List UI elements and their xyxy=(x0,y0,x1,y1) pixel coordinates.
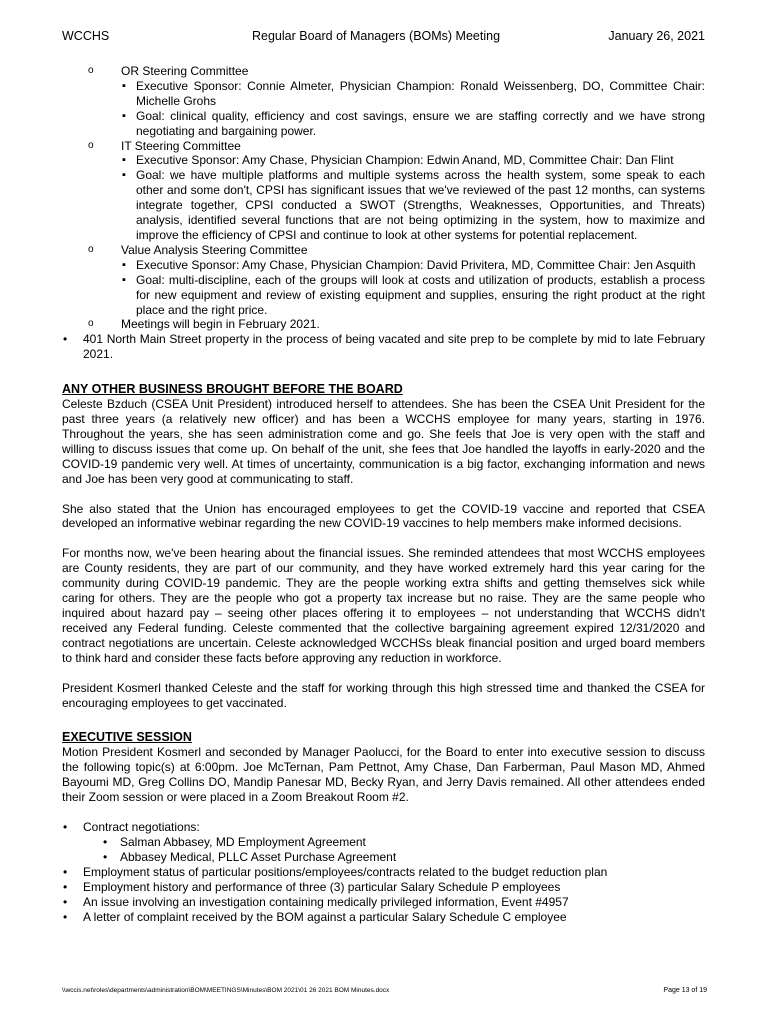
committee-name: Value Analysis Steering Committee xyxy=(121,242,308,257)
footer-file-path: \\wccis.net\roles\departments\administration\BOM\MEETINGS\Minutes\BOM 2021\01 26 2021 BOM Minutes.docx xyxy=(62,987,390,994)
committee-detail: ▪ Executive Sponsor: Amy Chase, Physician Champion: David Privitera, MD, Committee Chair: Jen Asquith xyxy=(136,258,705,273)
committee-detail: ▪ Goal: multi-discipline, each of the groups will look at costs and utilization of products, establish a process for new equipment and review of existing equipment and supplies, ensuring the right product at the right place and the right price. xyxy=(136,273,705,318)
aob-paragraph: For months now, we've been hearing about the financial issues. She reminded attendees that most WCCHS employees are County residents, they are part of our community, and they have worked extremely hard this year caring for the community during COVID-19 pandemic. They are the people working extra shifts and getting themselves sick while caring for others. They are the people who got a property tax increase but no raise. They are the same people who inquired about hazard pay – seeing other places offering it to employees – not understanding that WCCHS didn't received any Federal funding. Celeste commented that the collective bargaining agreement expired 12/31/2020 and contract negotiations are uncertain. Celeste acknowledged WCCHSs bleak financial position and urged board members to think hard and consider these facts before approving any reduction in workforce. xyxy=(62,546,705,665)
page-footer xyxy=(62,985,707,997)
committee-list xyxy=(62,64,705,332)
exec-topic: • An issue involving an investigation containing medically privileged information, Event #4957 xyxy=(62,895,705,910)
header-title: Regular Board of Managers (BOMs) Meeting xyxy=(252,29,501,43)
committee-detail: ▪ Goal: we have multiple platforms and multiple systems across the health system, some speak to each other and some don't, CPSI has significant issues that we've reviewed of the past 12 months, can systems integrate together, CPSI conducted a SWOT (Strengths, Weaknesses, Opportunities, and Threats) analysis, identified several functions that are not being optimizing in the system, how to maximize and improve the efficiency of CPSI and continue to look at other systems for potential replacement. xyxy=(136,168,705,243)
committee-value-analysis xyxy=(107,243,705,318)
exec-topic: • A letter of complaint received by the BOM against a particular Salary Schedule C employee xyxy=(62,910,705,925)
aob-heading: ANY OTHER BUSINESS BROUGHT BEFORE THE BOARD xyxy=(62,382,403,397)
contract-item: • Salman Abbasey, MD Employment Agreement xyxy=(103,835,705,850)
header-org: WCCHS xyxy=(62,29,110,43)
exec-topics xyxy=(62,820,705,924)
committee-detail: ▪ Goal: clinical quality, efficiency and cost savings, ensure we are staffing correctly and we have strong negotiating and bargaining power. xyxy=(136,109,705,139)
property-note: • 401 North Main Street property in the process of being vacated and site prep to be complete by mid to late February 2021. xyxy=(62,332,705,362)
exec-topic xyxy=(62,820,705,865)
committee-detail: ▪ Executive Sponsor: Connie Almeter, Physician Champion: Ronald Weissenberg, DO, Committee Chair: Michelle Grohs xyxy=(136,79,705,109)
footer-page-number: Page 13 of 19 xyxy=(663,987,707,994)
document-body xyxy=(62,64,705,924)
committee-name: OR Steering Committee xyxy=(121,64,249,78)
exec-heading: EXECUTIVE SESSION xyxy=(62,730,192,745)
committee-detail: ▪ Executive Sponsor: Amy Chase, Physician Champion: Edwin Anand, MD, Committee Chair: Dan Flint xyxy=(136,153,705,168)
header-date: January 26, 2021 xyxy=(608,29,705,43)
aob-paragraph: She also stated that the Union has encouraged employees to get the COVID-19 vaccine and reported that CSEA developed an informative webinar regarding the new COVID-19 vaccines to help members make informed decisions. xyxy=(62,501,705,531)
committee-name: IT Steering Committee xyxy=(121,138,241,153)
exec-topic: • Employment history and performance of three (3) particular Salary Schedule P employees xyxy=(62,880,705,895)
committee-or xyxy=(107,64,705,139)
contract-item: • Abbasey Medical, PLLC Asset Purchase Agreement xyxy=(103,850,705,865)
committee-it xyxy=(107,139,705,243)
contract-label: Contract negotiations: xyxy=(83,820,200,835)
exec-topic: • Employment status of particular positions/employees/contracts related to the budget reduction plan xyxy=(62,865,705,880)
page-header xyxy=(62,28,705,44)
aob-paragraph: President Kosmerl thanked Celeste and the staff for working through this high stressed time and thanked the CSEA for encouraging employees to get vaccinated. xyxy=(62,680,705,710)
aob-paragraph: Celeste Bzduch (CSEA Unit President) introduced herself to attendees. She has been the CSEA Unit President for the past three years (a relatively new officer) and has been a WCCHS employee for many years, starting in 1976. Throughout the years, she has seen administration come and go. She feels that Joe is very open with the staff and willing to discuss issues that come up. On behalf of the unit, she fees that Joe handled the layoffs in early-2020 and the COVID-19 pandemic very well. At times of uncertainty, communication is a big factor, exchanging information and news and Joe has been very good at communicating to staff. xyxy=(62,397,705,486)
meetings-note: o Meetings will begin in February 2021. xyxy=(107,317,705,332)
exec-paragraph: Motion President Kosmerl and seconded by Manager Paolucci, for the Board to enter into executive session to discuss the following topic(s) at 6:00pm. Joe McTernan, Pam Pettnot, Amy Chase, Dan Farberman, Paul Mason MD, Ahmed Bayoumi MD, Greg Collins DO, Mandip Panesar MD, Becky Ryan, and Jerry Davis remained. All other attendees ended their Zoom session or were placed in a Zoom Breakout Room #2. xyxy=(62,745,705,805)
